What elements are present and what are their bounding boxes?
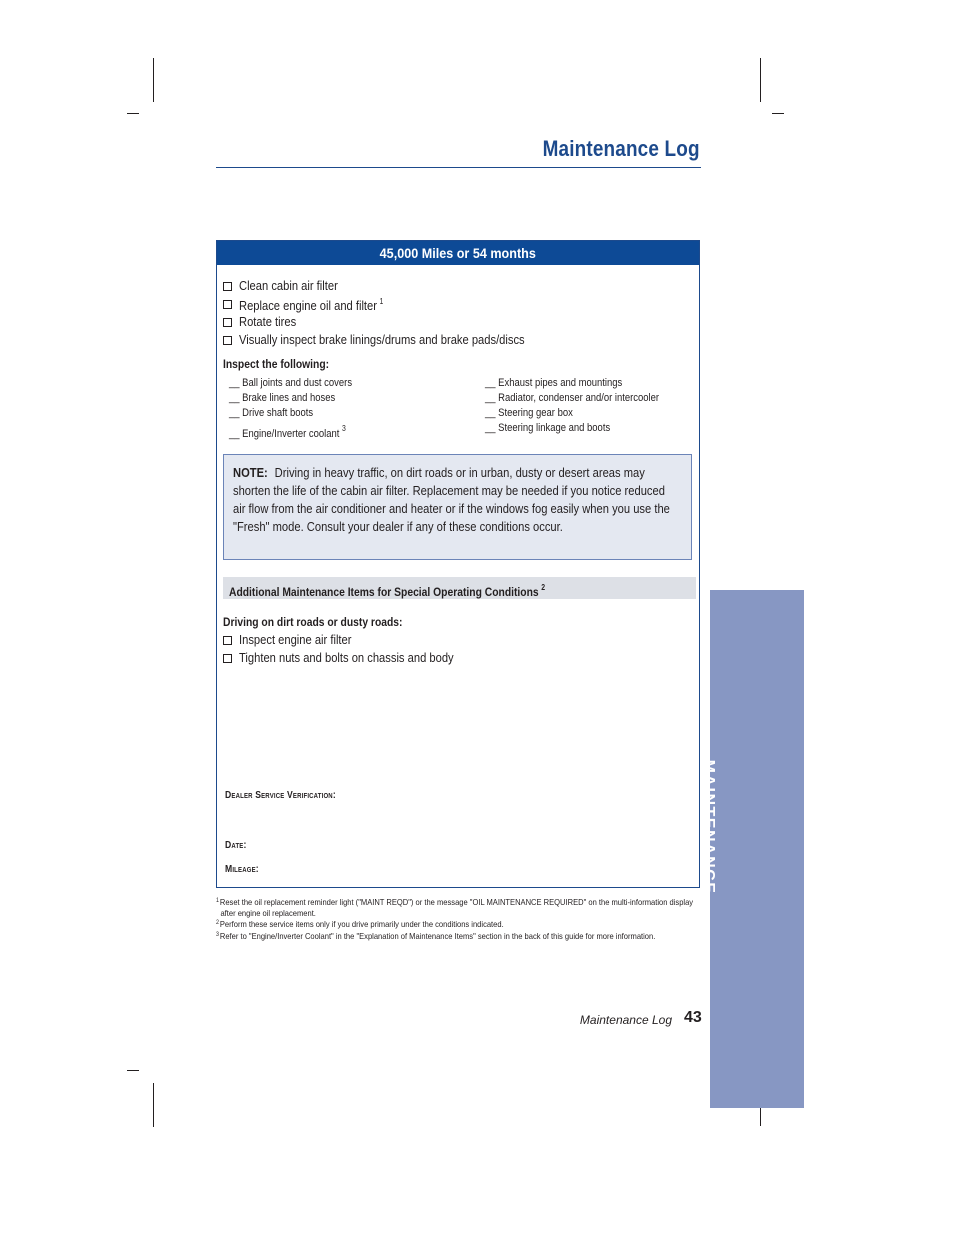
inspect-item: __ Engine/Inverter coolant $^3$	[229, 424, 346, 440]
crop-mark	[760, 58, 761, 102]
inspect-item: __ Brake lines and hoses	[229, 392, 336, 404]
checkbox-icon[interactable]	[223, 300, 232, 309]
title-rule	[216, 167, 701, 168]
checklist-item	[223, 295, 571, 313]
checkbox-icon[interactable]	[223, 654, 232, 663]
checklist-item-label: Inspect engine air filter	[239, 632, 352, 647]
inspect-item: __ Steering gear box	[485, 407, 573, 419]
checklist-item	[223, 313, 571, 331]
crop-mark	[127, 1070, 139, 1071]
footnote: $^2$Perform these service items only if you drive primarily under the conditions indicated.	[216, 919, 504, 929]
interval-header	[217, 241, 699, 265]
inspect-item: __ Steering linkage and boots	[485, 422, 611, 434]
checkbox-icon[interactable]	[223, 318, 232, 327]
inspect-list-left	[229, 376, 372, 440]
checklist-item	[223, 331, 571, 349]
checkbox-icon[interactable]	[223, 636, 232, 645]
crop-mark	[772, 113, 784, 114]
mileage-label: Mileage:	[225, 864, 259, 875]
inspect-item: __ Drive shaft boots	[229, 407, 314, 419]
checklist-item-label: Rotate tires	[239, 314, 297, 329]
checklist-item	[223, 649, 489, 667]
crop-mark	[153, 58, 154, 102]
checklist-item-label: Tighten nuts and bolts on chassis and body	[239, 650, 454, 665]
page-title: Maintenance Log	[542, 136, 700, 161]
note-body: Driving in heavy traffic, on dirt roads or in urban, dusty or desert areas may shorten the life of the cabin air filter. Replacement may be needed if you notice reduced air flow from the air conditioner and heater or if the windows fog easily when you use the "Fresh" mode. Consult your dealer if any of these conditions occur.	[233, 465, 670, 534]
dealer-verification-label: Dealer Service Verification:	[225, 790, 336, 801]
inspect-item: __ Ball joints and dust covers	[229, 377, 353, 389]
footnotes	[216, 896, 697, 941]
additional-items-title: Additional Maintenance Items for Special Operating Conditions	[229, 585, 539, 599]
additional-items-header	[223, 577, 696, 599]
note-box	[223, 454, 692, 560]
service-checklist	[223, 277, 571, 349]
date-label: Date:	[225, 840, 247, 851]
note-label: NOTE:	[233, 465, 268, 480]
footer-section-label: Maintenance Log	[579, 1013, 672, 1027]
inspect-list-right	[485, 376, 687, 436]
checklist-item-label: Clean cabin air filter	[239, 278, 338, 293]
section-tab	[710, 590, 804, 1108]
inspect-label: Inspect the following:	[223, 357, 330, 371]
crop-mark	[127, 113, 139, 114]
footnote-ref: 2	[541, 583, 546, 592]
footnote-ref: 3	[342, 424, 346, 433]
footnote-ref: 1	[379, 297, 384, 306]
crop-mark	[153, 1083, 154, 1127]
checklist-item	[223, 631, 489, 649]
crop-mark	[760, 1108, 761, 1126]
maintenance-interval-box	[216, 240, 700, 888]
checklist-item-label: Replace engine oil and filter	[239, 298, 377, 313]
special-conditions-checklist	[223, 631, 489, 667]
interval-title: 45,000 Miles or 54 months	[379, 245, 537, 261]
footnote: $^3$Refer to "Engine/Inverter Coolant" in the "Explanation of Maintenance Items" section in the back of this guide for more information.	[216, 930, 656, 941]
checkbox-icon[interactable]	[223, 336, 232, 345]
page-number: 43	[684, 1009, 702, 1026]
checklist-item-label: Visually inspect brake linings/drums and brake pads/discs	[239, 332, 525, 347]
inspect-item: __ Radiator, condenser and/or intercooler	[485, 392, 660, 404]
note-text	[233, 464, 673, 536]
inspect-item: __ Exhaust pipes and mountings	[485, 377, 623, 389]
conditions-subhead: Driving on dirt roads or dusty roads:	[223, 615, 403, 629]
checkbox-icon[interactable]	[223, 282, 232, 291]
footnote: $^1$Reset the oil replacement reminder light ("MAINT REQD") or the message "OIL MAINTENANCE REQUIRED" on the multi-information display after engine oil replacement.	[216, 897, 694, 918]
